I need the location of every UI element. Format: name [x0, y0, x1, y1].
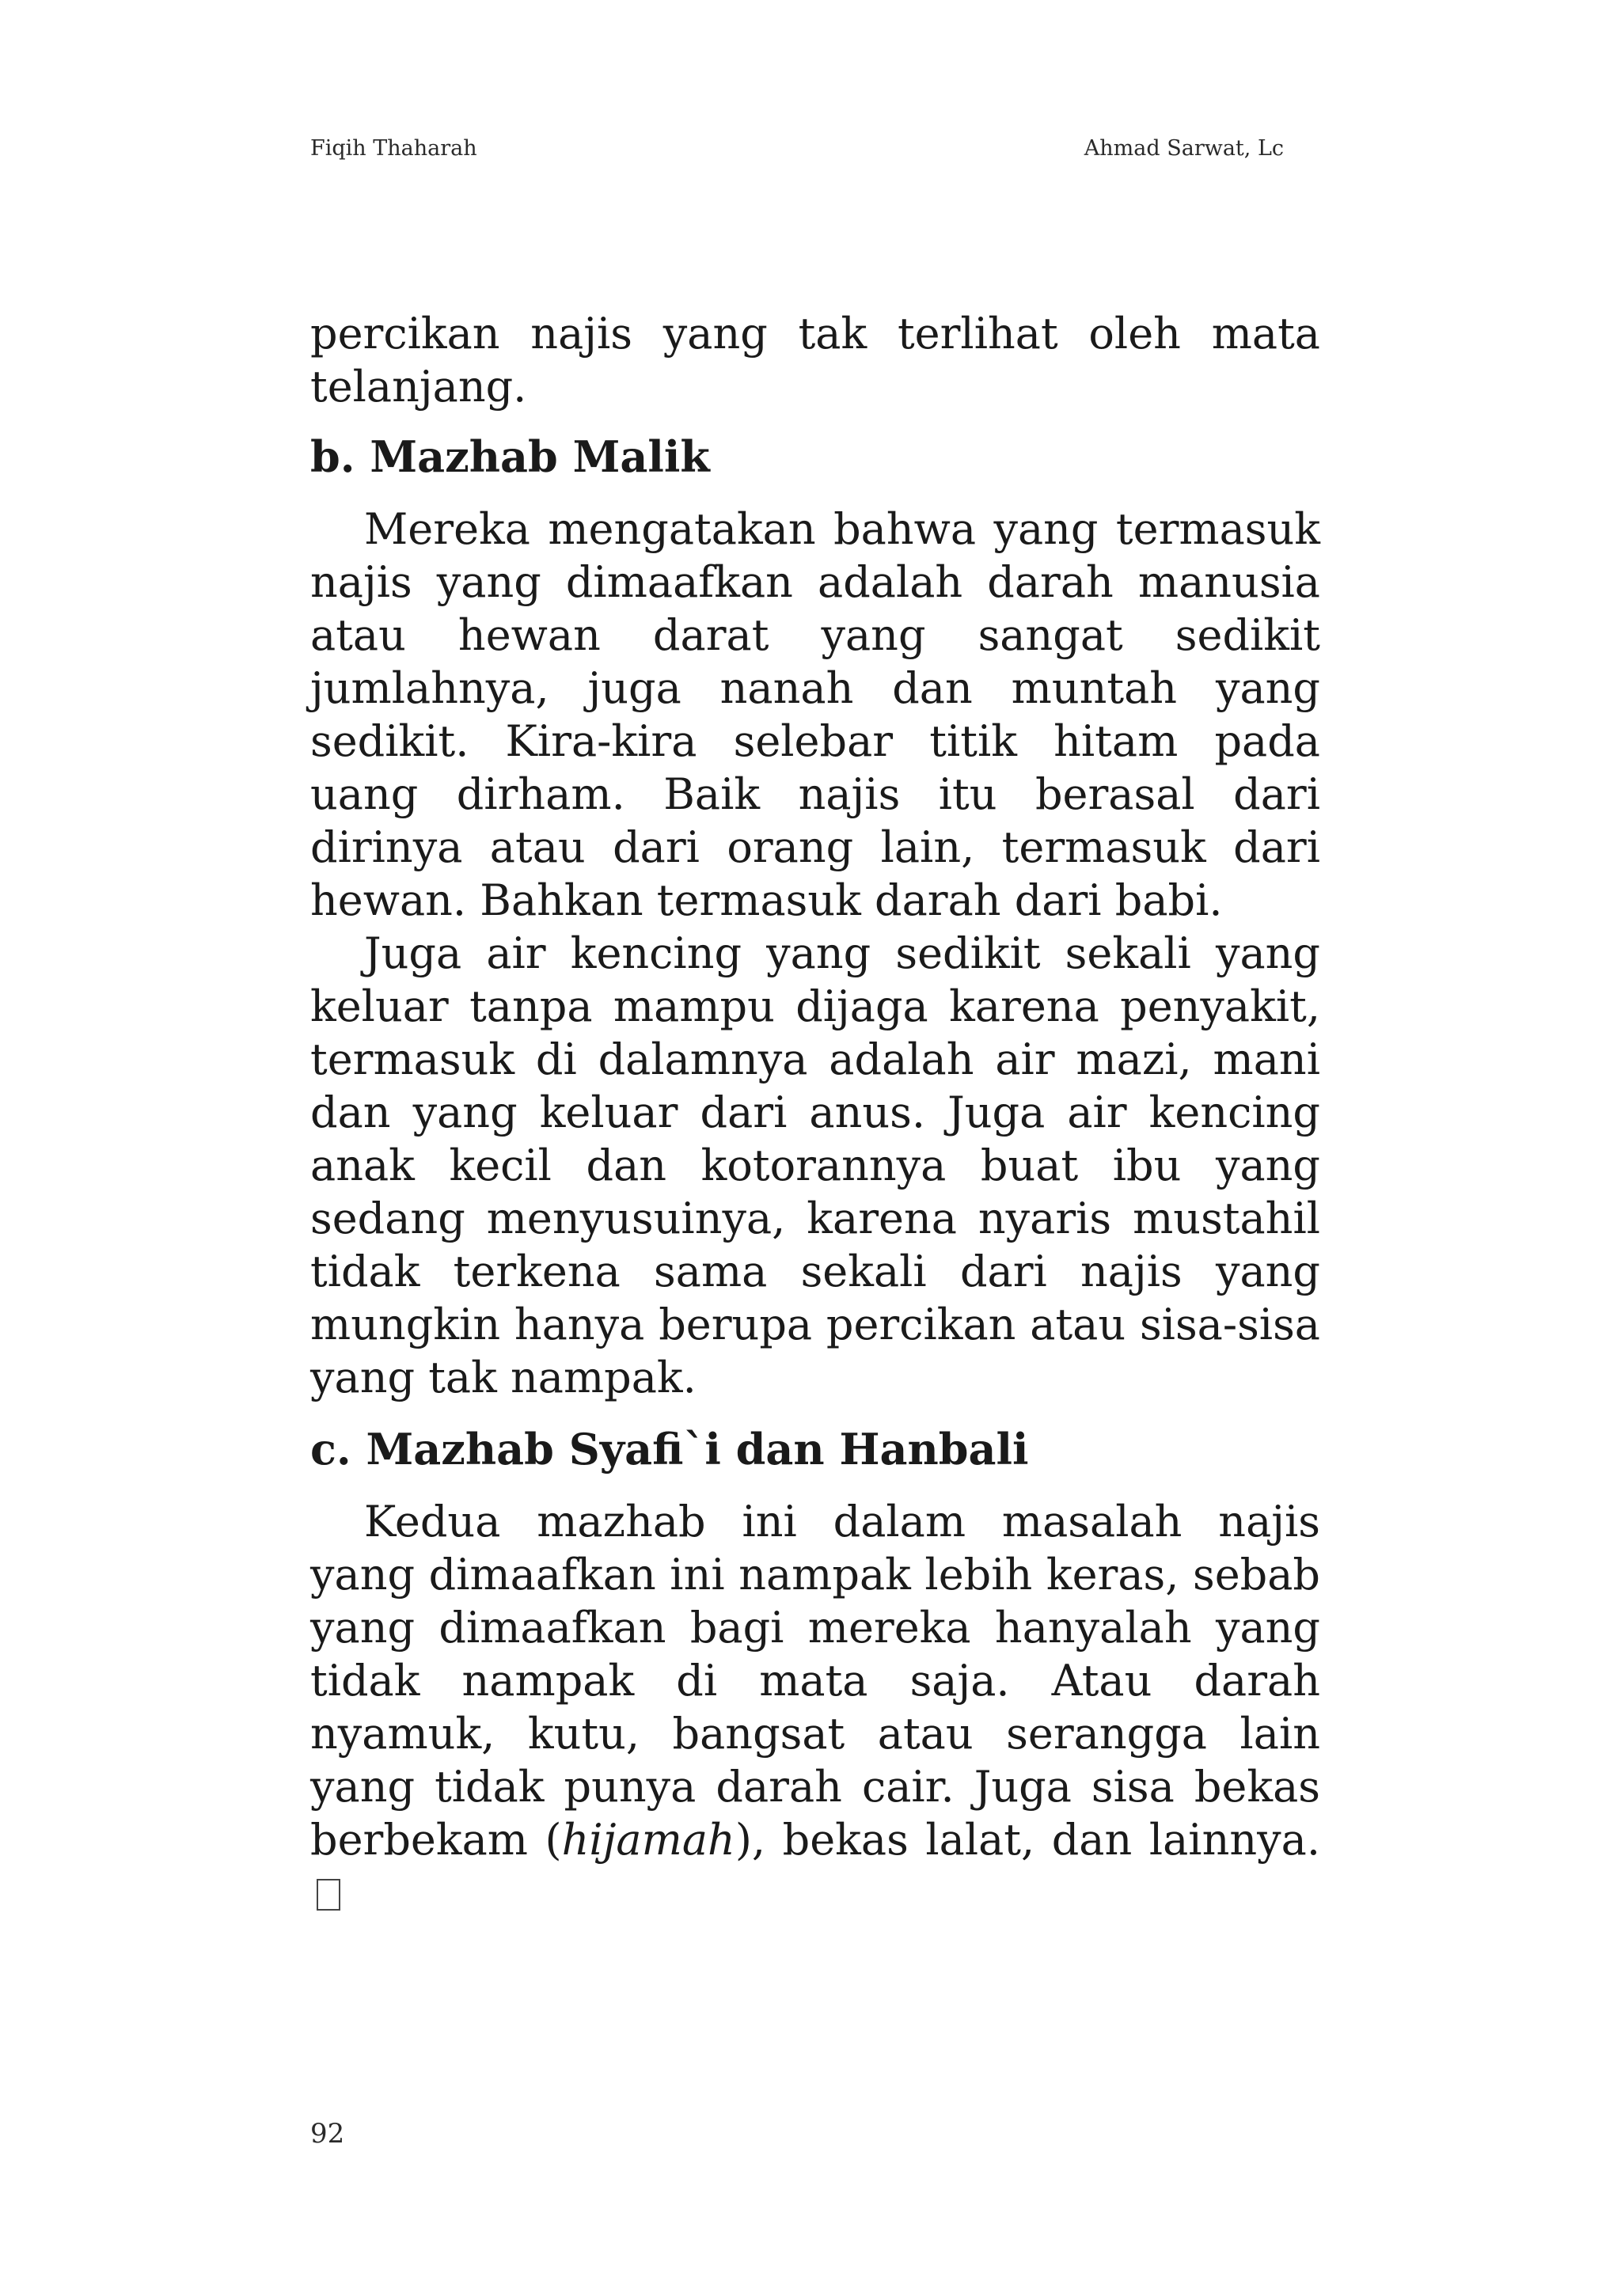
section-heading-syafii-hanbali: c. Mazhab Syafi`i dan Hanbali [310, 1424, 1029, 1474]
italic-term-hijamah: hijamah [561, 1815, 735, 1865]
paragraph-text-part-2: ), bekas lalat, dan lainnya. [735, 1815, 1321, 1865]
paragraph-malik-1: Mereka mengatakan bahwa yang termasuk najis yang dimaafkan adalah darah manusia atau hewan darat yang sangat sedikit jumlahnya, juga nanah dan muntah yang sedikit. Kira-kira selebar titik hitam pada uang dirham. Baik najis itu berasal dari dirinya atau dari orang lain, termasuk dari hewan. Bahkan termasuk darah dari babi. [310, 504, 1320, 925]
end-of-section-box-icon [317, 1879, 340, 1911]
continued-paragraph: percikan najis yang tak terlihat oleh mata telanjang. [310, 309, 1320, 412]
page-body [310, 307, 1320, 1919]
author-name: Ahmad Sarwat, Lc [1084, 136, 1284, 161]
book-title: Fiqih Thaharah [310, 136, 477, 161]
paragraph-syafii-hanbali [310, 1495, 1320, 1919]
paragraph-malik-2: Juga air kencing yang sedikit sekali yang keluar tanpa mampu dijaga karena penyakit, termasuk di dalamnya adalah air mazi, mani dan yang keluar dari anus. Juga air kencing anak kecil dan kotorannya buat ibu yang sedang menyusuinya, karena nyaris mustahil tidak terkena sama sekali dari najis yang mungkin hanya berupa percikan atau sisa-sisa yang tak nampak. [310, 928, 1320, 1402]
running-header [310, 136, 1284, 168]
paragraph-text-part-1: Kedua mazhab ini dalam masalah najis yang dimaafkan ini nampak lebih keras, sebab yang dimaafkan bagi mereka hanyalah yang tidak nampak di mata saja. Atau darah nyamuk, kutu, bangsat atau serangga lain yang tidak punya darah cair. Juga sisa bekas berbekam ( [310, 1497, 1320, 1865]
section-heading-mazhab-malik: b. Mazhab Malik [310, 431, 710, 482]
page-number: 92 [310, 2118, 345, 2150]
